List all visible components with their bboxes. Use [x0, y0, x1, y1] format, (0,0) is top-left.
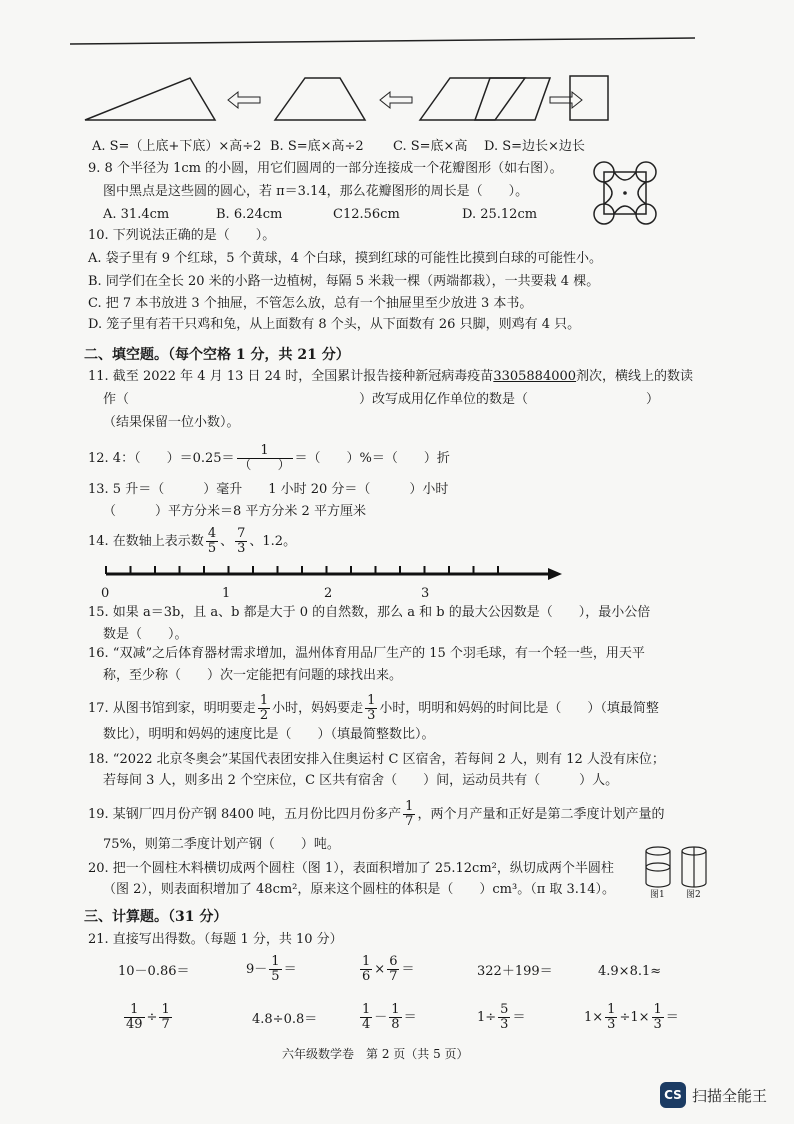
calc-r2c2: 4.8÷0.8＝ [252, 1012, 318, 1027]
q8-option-c: C. S=底×高 [393, 139, 468, 154]
tick-label-2: 2 [324, 586, 333, 601]
q18-line1: 18. “2022 北京冬奥会”某国代表团安排入住奥运村 C 区宿舍，若每间 2 人，则有 12 人没有床位； [88, 752, 665, 767]
q12-part-b: ＝（ ）%＝（ ）折 [294, 450, 450, 466]
calc-r1c4: 322＋199＝ [477, 964, 553, 979]
q21-title: 21. 直接写出得数。（每题 1 分，共 10 分） [88, 932, 343, 947]
q9-option-b: B. 6.24cm [216, 207, 283, 222]
triangle-shape [85, 78, 215, 120]
section-3-heading: 三、计算题。（31 分） [84, 909, 228, 925]
q8-option-b: B. S=底×高÷2 [270, 139, 364, 154]
tick-label-1: 1 [222, 586, 231, 601]
q14-fraction-2: $\frac{7}{3}$ [237, 526, 246, 556]
tick-label-3: 3 [421, 586, 430, 601]
q8-shapes [80, 72, 640, 124]
page-footer: 六年级数学卷 第 2 页（共 5 页） [282, 1047, 469, 1061]
calc-r1c2: 9－ $\frac{1}{5}$ ＝ [246, 954, 297, 984]
q9-option-a: A. 31.4cm [103, 207, 170, 222]
q11-number: 3305884000 [493, 369, 577, 384]
q17-line2: 数比），明明和妈妈的速度比是（ ）（填最简整数比）。 [103, 727, 435, 742]
fig1-label: 图1 [650, 890, 665, 900]
q10-option-a: A. 袋子里有 9 个红球，5 个黄球，4 个白球，摸到红球的可能性比摸到白球的可能性小。 [88, 251, 602, 266]
q10-option-b: B. 同学们在全长 20 米的小路一边植树，每隔 5 米栽一棵（两端都栽），一共要栽 4 棵。 [88, 274, 600, 289]
fig2-label: 图2 [686, 890, 701, 900]
q19-line1: 19. 某钢厂四月份产钢 8400 吨，五月份比四月份多产 $\frac{1}{7}$ ，两个月产量和正好是第二季度计划产量的 [88, 799, 665, 829]
q16-line2: 称，至少称（ ）次一定能把有问题的球找出来。 [103, 668, 403, 683]
q12 [88, 444, 450, 473]
section-2-heading: 二、填空题。（每个空格 1 分，共 21 分） [84, 347, 350, 363]
q11-line2 [103, 391, 693, 409]
q13-line2: （ ）平方分米＝8 平方分米 2 平方厘米 [103, 504, 366, 519]
q19-line2: 75%，则第二季度计划产钢（ ）吨。 [103, 837, 340, 852]
q11-pre: 11. 截至 2022 年 4 月 13 日 24 时，全国累计报告接种新冠病毒疫苗 [88, 369, 494, 384]
calc-r1c5: 4.9×8.1≈ [598, 964, 662, 979]
q11-post: 剂次，横线上的数读 [576, 369, 694, 384]
q14-fraction-1: $\frac{4}{5}$ [207, 526, 217, 556]
q17-fraction-2: $\frac{1}{3}$ [367, 693, 376, 723]
left-arrow-icon [380, 92, 412, 108]
q16-line1: 16. “双减”之后体育器材需求增加，温州体育用品厂生产的 15 个羽毛球，有一个轻一些，用天平 [88, 646, 645, 661]
q15-line2: 数是（ ）。 [103, 627, 188, 642]
number-line [100, 562, 570, 588]
q17-line1: 17. 从图书馆到家，明明要走 $\frac{1}{2}$ 小时，妈妈要走 $\frac{1}{3}$ 小时，明明和妈妈的时间比是（ ）（填最简整 [88, 693, 659, 723]
calc-r2c4: 1÷ $\frac{5}{3}$ ＝ [477, 1002, 526, 1032]
q10-option-c: C. 把 7 本书放进 3 个抽屉，不管怎么放，总有一个抽屉里至少放进 3 本书。 [88, 296, 533, 311]
scanner-logo [660, 1082, 767, 1108]
q13-line1: 13. 5 升＝（ ）毫升 1 小时 20 分＝（ ）小时 [88, 482, 449, 497]
trapezoid-shape [275, 78, 365, 120]
q12-fraction: $\frac{1}{( )}$ [238, 443, 291, 473]
q17-fraction-1: $\frac{1}{2}$ [259, 693, 269, 723]
tick-label-0: 0 [101, 586, 110, 601]
scanner-app-name: 扫描全能王 [692, 1086, 768, 1105]
calc-r1c3: $\frac{1}{6}$ × $\frac{6}{7}$ ＝ [362, 954, 415, 984]
q20-line1: 20. 把一个圆柱木料横切成两个圆柱（图 1），表面积增加了 25.12cm²，纵切成两个半圆柱 [88, 861, 614, 876]
calc-r2c5: 1× $\frac{1}{3}$ ÷1× $\frac{1}{3}$ ＝ [584, 1002, 679, 1032]
q9-option-d: D. 25.12cm [462, 207, 538, 222]
q15-line1: 15. 如果 a＝3b，且 a、b 都是大于 0 的自然数，那么 a 和 b 的最大公因数是（ ），最小公倍 [88, 605, 651, 620]
calc-r1c1: 10－0.86＝ [118, 964, 190, 979]
rectangle-shape [570, 76, 608, 120]
q20-line2: （图 2），则表面积增加了 48cm²，原来这个圆柱的体积是（ ）cm³。（π 取 3.14）。 [103, 882, 615, 897]
parallelogram-shape-2 [475, 78, 550, 120]
calc-r2c1: $\frac{1}{49}$ ÷ $\frac{1}{7}$ [126, 1002, 170, 1032]
flower-figure [592, 160, 658, 228]
q9-line1: 9. 8 个半径为 1cm 的小圆，用它们圆周的一部分连接成一个花瓣图形（如右图）。 [88, 161, 563, 176]
q11-close: ） [646, 392, 660, 407]
q14-title: 14. 在数轴上表示数 $\frac{4}{5}$ 、 $\frac{7}{3}$ 、1.2。 [88, 526, 297, 556]
arrow-head-icon [548, 568, 562, 580]
q9-line2: 图中黑点是这些圆的圆心，若 π＝3.14，那么花瓣图形的周长是（ ）。 [103, 184, 529, 199]
cylinder-figure-2 [682, 847, 706, 887]
q12-part-a: 12. 4：（ ）＝0.25＝ [88, 450, 235, 466]
q10-option-d: D. 笼子里有若干只鸡和兔，从上面数有 8 个头，从下面数有 26 只脚，则鸡有 4 只。 [88, 317, 581, 332]
q18-line2: 若每间 3 人，则多出 2 个空床位，C 区共有宿舍（ ）间，运动员共有（ ）人。 [103, 773, 619, 788]
q10-title: 10. 下列说法正确的是（ ）。 [88, 228, 276, 243]
q19-fraction: $\frac{1}{7}$ [405, 799, 414, 829]
q11-line3: （结果保留一位小数）。 [103, 415, 240, 430]
right-arrow-icon [550, 92, 582, 108]
q11-convert: ）改写成用亿作单位的数是（ [359, 392, 529, 407]
top-rule [70, 30, 700, 50]
q11-line1 [88, 368, 693, 386]
q9-option-c: C12.56cm [333, 207, 400, 222]
q8-option-a: A. S=（上底+下底）×高÷2 [92, 139, 262, 154]
calc-r2c3: $\frac{1}{4}$ － $\frac{1}{8}$ ＝ [362, 1002, 417, 1032]
q8-option-d: D. S=边长×边长 [484, 139, 585, 154]
cs-logo-icon: CS [660, 1082, 686, 1108]
cylinder-figure-1 [646, 847, 670, 887]
parallelogram-shape [420, 78, 525, 120]
left-arrow-icon [228, 92, 260, 108]
q11-read-open: 作（ [103, 392, 130, 407]
cylinder-figures [642, 845, 712, 889]
